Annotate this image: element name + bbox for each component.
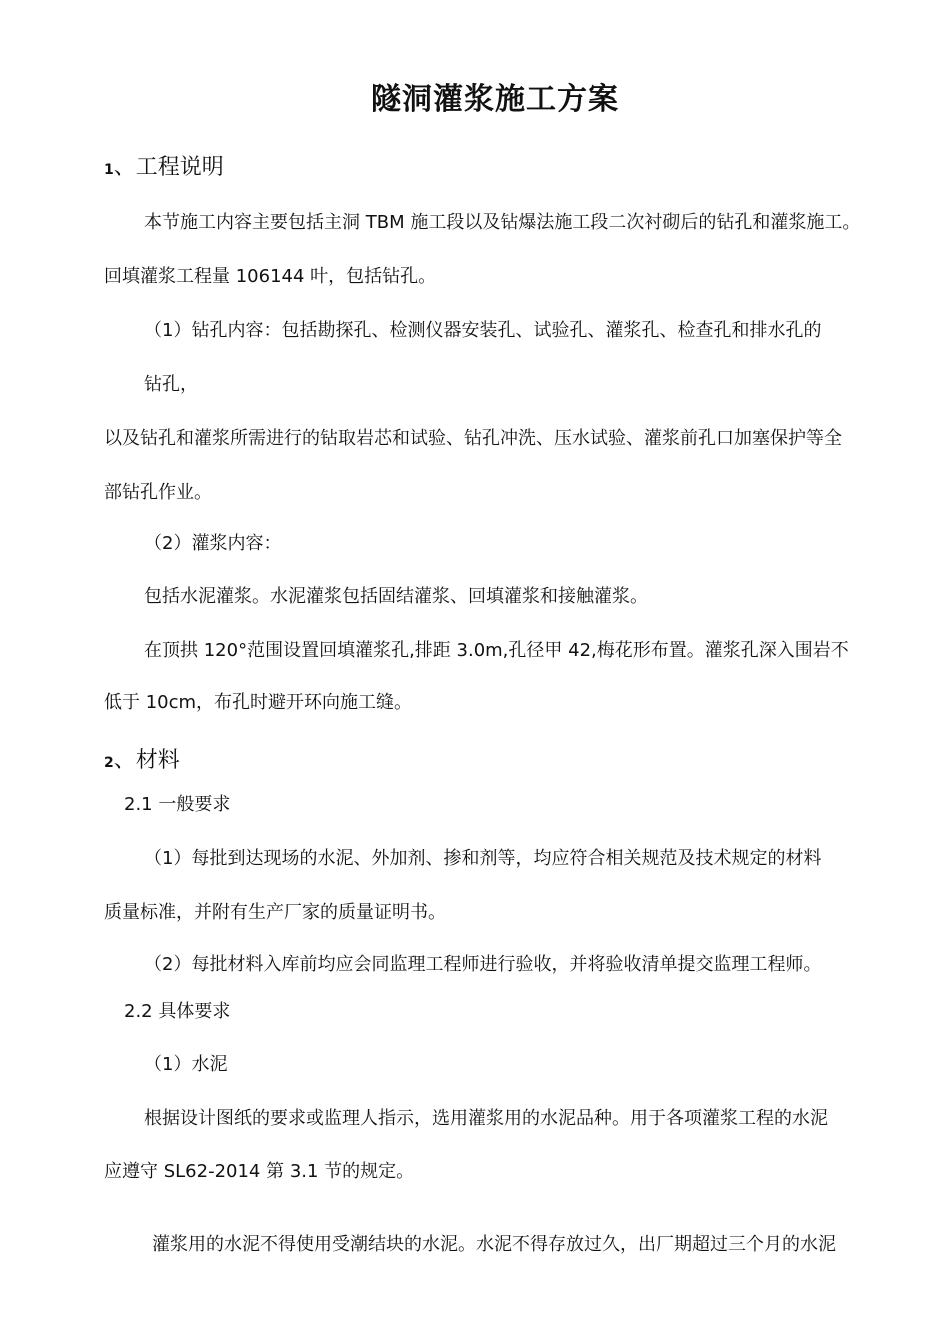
subsection-heading: 2.2 具体要求: [124, 1001, 231, 1022]
list-item-line: 钻孔，: [144, 374, 198, 395]
section-number: 2: [104, 755, 114, 771]
paragraph-line: 以及钻孔和灌浆所需进行的钻取岩芯和试验、钻孔冲洗、压水试验、灌浆前孔口加塞保护等全: [104, 428, 842, 449]
section-title: 、材料: [113, 748, 180, 773]
paragraph-line: 根据设计图纸的要求或监理人指示，选用灌浆用的水泥品种。用于各项灌浆工程的水泥: [144, 1108, 828, 1129]
paragraph-line: 本节施工内容主要包括主洞 TBM 施工段以及钻爆法施工段二次衬砌后的钻孔和灌浆施工。: [144, 212, 861, 233]
section-number: 1: [104, 162, 114, 178]
paragraph-line: 包括水泥灌浆。水泥灌浆包括固结灌浆、回填灌浆和接触灌浆。: [144, 586, 648, 607]
paragraph-line: 回填灌浆工程量 106144 叶，包括钻孔。: [104, 266, 437, 287]
list-item-line: （2）灌浆内容：: [144, 533, 282, 554]
paragraph-line: 部钻孔作业。: [104, 482, 212, 503]
subsection-heading: 2.1 一般要求: [124, 794, 231, 815]
paragraph-line: 应遵守 SL62-2014 第 3.1 节的规定。: [104, 1161, 415, 1182]
paragraph-line: 灌浆用的水泥不得使用受潮结块的水泥。水泥不得存放过久，出厂期超过三个月的水泥: [152, 1234, 836, 1255]
list-item-line: （1）每批到达现场的水泥、外加剂、掺和剂等，均应符合相关规范及技术规定的材料: [144, 848, 822, 869]
section-title: 、工程说明: [113, 155, 224, 180]
section-heading-2: [104, 747, 180, 777]
list-item-line: （2）每批材料入库前均应会同监理工程师进行验收，并将验收清单提交监理工程师。: [144, 954, 822, 975]
section-heading-1: [104, 154, 224, 184]
list-item-line: （1）水泥: [144, 1054, 228, 1075]
paragraph-line: 低于 10cm，布孔时避开环向施工缝。: [104, 692, 413, 713]
paragraph-line: 质量标准，并附有生产厂家的质量证明书。: [104, 902, 446, 923]
list-item-line: （1）钻孔内容：包括勘探孔、检测仪器安装孔、试验孔、灌浆孔、检查孔和排水孔的: [144, 320, 822, 341]
paragraph-line: 在顶拱 120°范围设置回填灌浆孔,排距 3.0m,孔径甲 42,梅花形布置。灌浆孔深入围岩不: [144, 640, 849, 661]
document-title: 隧洞灌浆施工方案: [371, 82, 619, 117]
